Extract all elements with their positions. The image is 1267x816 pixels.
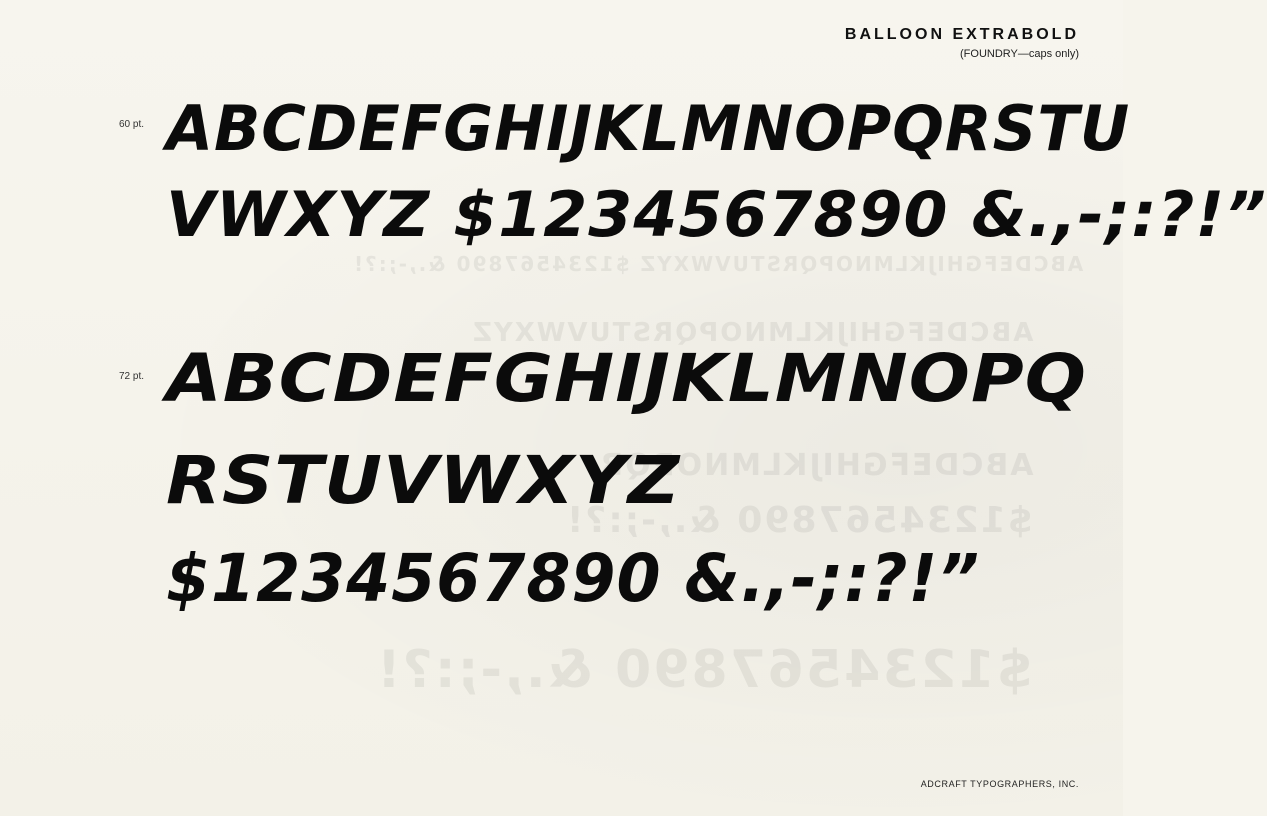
publisher-credit: ADCRAFT TYPOGRAPHERS, INC. (920, 779, 1079, 789)
specimen-line-72pt-1: ABCDEFGHIJKLMNOPQ (166, 340, 1088, 417)
show-through-text: ABCDEFGHIJKLMNOPQRSTUVWXYZ (470, 318, 1033, 348)
typeface-subtitle: (FOUNDRY—caps only) (960, 48, 1079, 60)
show-through-text: ABCDEFGHIJKLMNOPQRSTUVWXYZ $1234567890 &.,-;:?! (351, 252, 1083, 276)
show-through-text: $1234567890 &.,-;:?! (374, 640, 1033, 700)
specimen-header (845, 26, 1079, 60)
specimen-line-60pt-1: ABCDEFGHIJKLMNOPQRSTU (166, 92, 1131, 165)
specimen-line-72pt-3: $1234567890 &.,-;:?!” (166, 540, 980, 617)
typeface-title: BALLOON EXTRABOLD (844, 26, 1079, 43)
size-label-60pt: 60 pt. (119, 119, 145, 130)
specimen-line-60pt-2: VWXYZ $1234567890 &.,-;:?!” (166, 178, 1267, 251)
specimen-line-72pt-2: RSTUVWXYZ (166, 442, 681, 519)
show-through-text: ABCDEFGHIJKLMNOPQR (597, 448, 1033, 483)
show-through-text: $1234567890 &.,-;:?! (565, 500, 1033, 541)
size-label-72pt: 72 pt. (119, 371, 145, 382)
